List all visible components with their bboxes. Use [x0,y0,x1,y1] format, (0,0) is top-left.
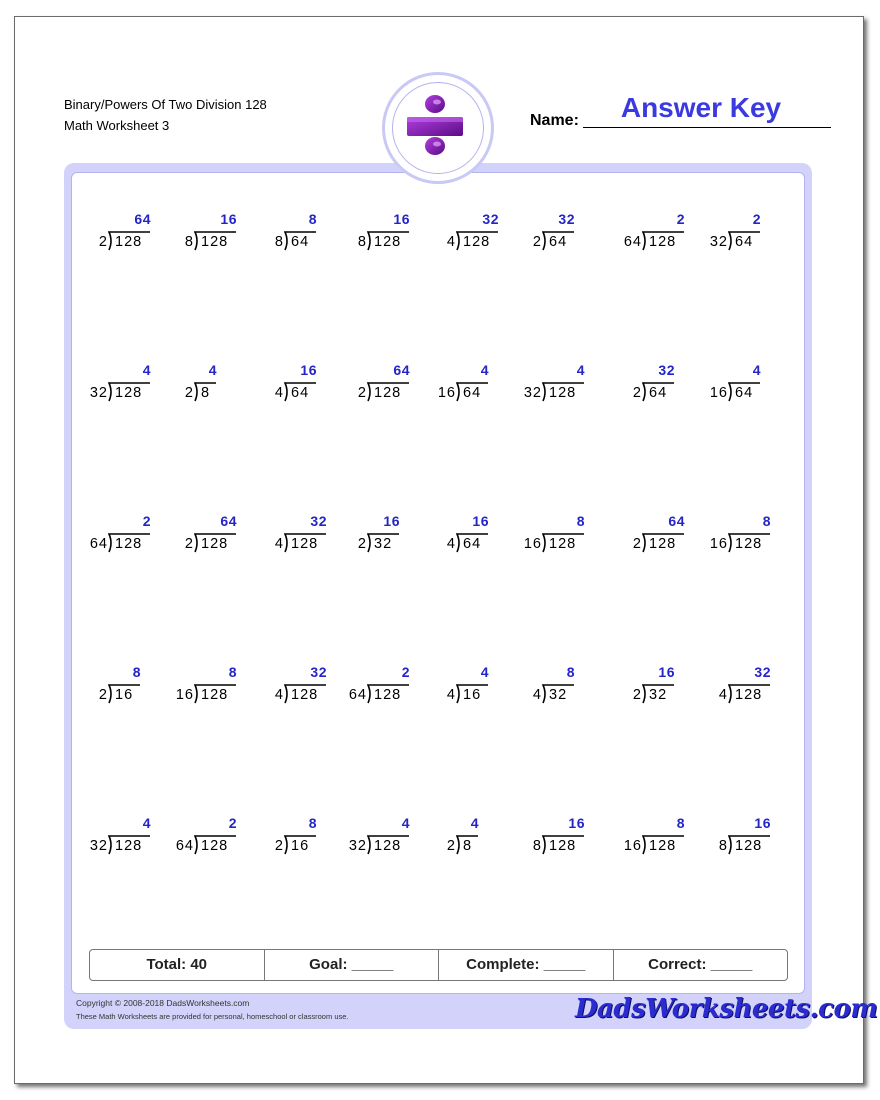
divisor: 4 [446,687,456,703]
dividend: 128 [735,536,763,552]
copyright-text: Copyright © 2008-2018 DadsWorksheets.com [76,998,250,1008]
quotient-answer: 16 [754,815,771,831]
goal-field[interactable]: Goal: _____ [265,950,440,980]
quotient-answer: 4 [401,815,410,831]
dividend: 128 [201,687,229,703]
divisor: 8 [532,838,542,854]
dividend: 64 [649,385,668,401]
quotient-answer: 2 [142,513,151,529]
divisor: 32 [89,385,108,401]
divisor: 2 [357,536,367,552]
summary-bar [89,949,788,981]
quotient-answer: 64 [668,513,685,529]
divisor: 64 [175,838,194,854]
dividend: 128 [115,536,143,552]
divisor: 8 [274,234,284,250]
divisor: 32 [89,838,108,854]
quotient-answer: 4 [576,362,585,378]
divisor: 2 [632,687,642,703]
divisor: 16 [623,838,642,854]
divisor: 2 [184,385,194,401]
divisor: 8 [718,838,728,854]
dividend: 128 [735,687,763,703]
quotient-answer: 32 [482,211,499,227]
dividend: 128 [735,838,763,854]
divisor: 16 [523,536,542,552]
quotient-answer: 32 [310,664,327,680]
quotient-answer: 64 [134,211,151,227]
division-sign-icon [400,90,476,166]
name-field-line[interactable] [583,127,831,128]
dividend: 16 [463,687,482,703]
dividend: 64 [735,234,754,250]
quotient-answer: 16 [300,362,317,378]
dividend: 128 [291,536,319,552]
dividend: 128 [549,536,577,552]
quotient-answer: 8 [308,211,317,227]
dividend: 8 [463,838,473,854]
dividend: 128 [649,838,677,854]
divisor: 4 [274,385,284,401]
divisor: 32 [523,385,542,401]
divisor: 2 [532,234,542,250]
dividend: 128 [201,838,229,854]
quotient-answer: 64 [393,362,410,378]
quotient-answer: 4 [470,815,479,831]
quotient-answer: 4 [208,362,217,378]
quotient-answer: 8 [566,664,575,680]
dividend: 128 [115,234,143,250]
divisor: 2 [98,234,108,250]
quotient-answer: 16 [393,211,410,227]
divisor: 8 [357,234,367,250]
divisor: 64 [623,234,642,250]
divisor: 16 [437,385,456,401]
dividend: 128 [201,234,229,250]
quotient-answer: 16 [383,513,400,529]
quotient-answer: 16 [472,513,489,529]
quotient-answer: 32 [658,362,675,378]
quotient-answer: 4 [480,362,489,378]
answer-key-label: Answer Key [620,92,782,123]
divisor: 4 [718,687,728,703]
quotient-answer: 64 [220,513,237,529]
total-count: Total: 40 [90,950,265,980]
dividend: 32 [549,687,568,703]
divisor: 4 [446,536,456,552]
dividend: 128 [649,234,677,250]
dividend: 64 [463,385,482,401]
dividend: 16 [115,687,134,703]
divisor: 2 [446,838,456,854]
worksheet-title: Binary/Powers Of Two Division 128 [64,97,267,112]
divisor: 64 [89,536,108,552]
dividend: 64 [549,234,568,250]
quotient-answer: 8 [762,513,771,529]
quotient-answer: 8 [576,513,585,529]
quotient-answer: 2 [676,211,685,227]
divisor: 4 [274,687,284,703]
dividend: 128 [374,385,402,401]
dividend: 128 [115,838,143,854]
dividend: 128 [115,385,143,401]
divisor: 8 [184,234,194,250]
complete-field[interactable]: Complete: _____ [439,950,614,980]
usage-note: These Math Worksheets are provided for personal, homeschool or classroom use. [76,1012,349,1021]
quotient-answer: 32 [754,664,771,680]
divisor: 2 [632,385,642,401]
dividend: 64 [463,536,482,552]
dividend: 64 [291,234,310,250]
quotient-answer: 8 [308,815,317,831]
dividend: 16 [291,838,310,854]
dividend: 128 [374,234,402,250]
quotient-answer: 4 [142,362,151,378]
quotient-answer: 16 [658,664,675,680]
quotient-answer: 16 [220,211,237,227]
problem-area [71,172,805,994]
quotient-answer: 4 [752,362,761,378]
divisor: 2 [632,536,642,552]
quotient-answer: 4 [480,664,489,680]
divisor: 64 [348,687,367,703]
dividend: 64 [291,385,310,401]
quotient-answer: 2 [752,211,761,227]
quotient-answer: 32 [310,513,327,529]
dividend: 128 [649,536,677,552]
divisor: 2 [98,687,108,703]
dividend: 128 [463,234,491,250]
divisor: 16 [709,385,728,401]
name-label: Name: [530,112,579,129]
dividend: 32 [374,536,393,552]
divisor: 4 [446,234,456,250]
dividend: 32 [649,687,668,703]
dividend: 128 [374,838,402,854]
quotient-answer: 2 [401,664,410,680]
divisor: 32 [709,234,728,250]
brand-logo: DadsWorksheets.com [575,994,878,1024]
divisor: 2 [274,838,284,854]
quotient-answer: 2 [228,815,237,831]
divisor: 32 [348,838,367,854]
quotient-answer: 32 [558,211,575,227]
divisor: 16 [175,687,194,703]
quotient-answer: 8 [132,664,141,680]
dividend: 128 [549,838,577,854]
divisor: 16 [709,536,728,552]
dividend: 64 [735,385,754,401]
dividend: 128 [201,536,229,552]
quotient-answer: 8 [228,664,237,680]
dividend: 128 [374,687,402,703]
divisor: 2 [184,536,194,552]
divisor: 4 [274,536,284,552]
quotient-answer: 8 [676,815,685,831]
dividend: 128 [291,687,319,703]
correct-field[interactable]: Correct: _____ [648,956,753,973]
divisor: 4 [532,687,542,703]
worksheet-subtitle: Math Worksheet 3 [64,118,170,133]
dividend: 8 [201,385,211,401]
dividend: 128 [549,385,577,401]
quotient-answer: 4 [142,815,151,831]
quotient-answer: 16 [568,815,585,831]
divisor: 2 [357,385,367,401]
